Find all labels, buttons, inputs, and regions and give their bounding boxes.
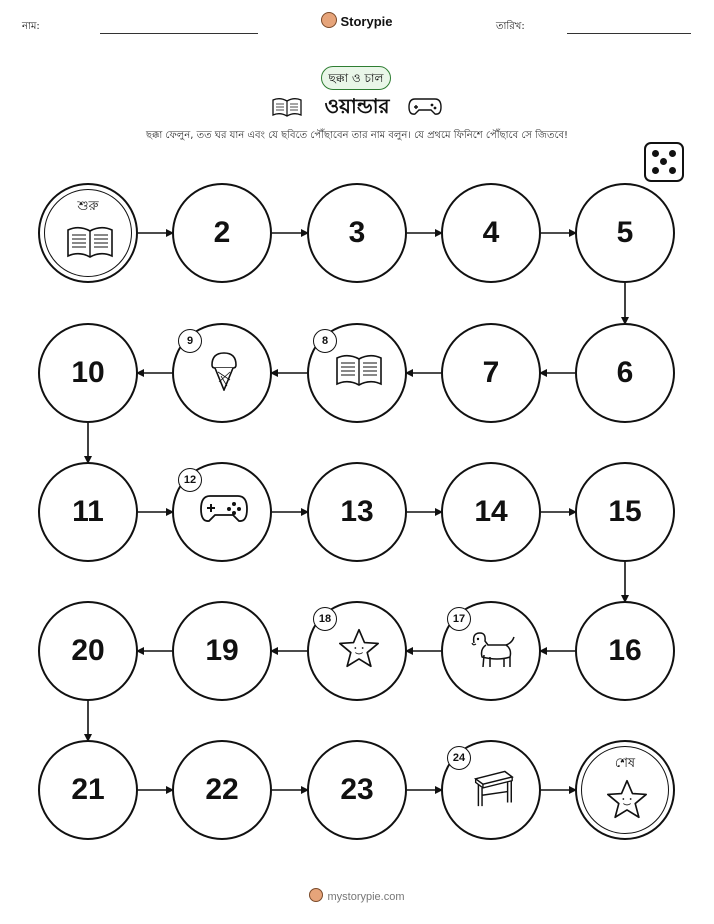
space-number: 23 (340, 773, 374, 806)
board-space (172, 601, 272, 701)
space-number: 5 (616, 216, 634, 249)
star-icon (602, 778, 652, 820)
book-icon (65, 221, 115, 263)
name-label: নাম: (22, 21, 40, 32)
space-number: 13 (340, 495, 374, 528)
book-icon (334, 349, 384, 391)
space-number: 10 (71, 356, 105, 389)
page-title: ওয়ান্ডার (324, 94, 390, 118)
board-space (38, 601, 138, 701)
space-number-badge: 8 (313, 329, 337, 353)
board-space (441, 462, 541, 562)
space-number: 19 (205, 634, 239, 667)
board-space (575, 462, 675, 562)
bear-logo-icon (309, 888, 323, 902)
board-space (38, 323, 138, 423)
board-space (575, 601, 675, 701)
instructions-text: ছক্কা ফেলুন, তত ঘর যান এবং যে ছবিতে পৌঁছাবেন তার নাম বলুন। যে প্রথমে ফিনিশে পৌঁছাবে সে জিতবে! (145, 130, 569, 141)
space-number: 2 (213, 216, 231, 249)
board-space (441, 183, 541, 283)
board-space (441, 323, 541, 423)
space-number: 22 (205, 773, 239, 806)
brand-name: Storypie (340, 14, 393, 29)
board-space (307, 462, 407, 562)
space-number: 20 (71, 634, 105, 667)
space-number: 15 (608, 495, 642, 528)
space-number-badge: 9 (178, 329, 202, 353)
footer (0, 888, 714, 903)
ice-cream-icon (199, 349, 249, 391)
space-number: 21 (71, 773, 105, 806)
game-badge: ছক্কা ও চাল (321, 66, 391, 90)
star-icon (334, 627, 384, 669)
space-number: 11 (72, 495, 104, 528)
space-number: 16 (608, 634, 642, 667)
space-number: 4 (482, 216, 500, 249)
gamepad-icon (199, 488, 249, 530)
board-space (172, 740, 272, 840)
board-space (575, 183, 675, 283)
footer-url: mystorypie.com (327, 891, 405, 903)
start-label: শুরু (77, 199, 99, 214)
space-number: 7 (482, 356, 500, 389)
board-space (307, 740, 407, 840)
board-space (307, 183, 407, 283)
space-number-badge: 12 (178, 468, 202, 492)
board-space (38, 740, 138, 840)
board-space (172, 183, 272, 283)
finish-label: শেষ (614, 756, 636, 771)
space-number-badge: 24 (447, 746, 471, 770)
start-space (38, 183, 138, 283)
space-number: 3 (348, 216, 366, 249)
board-space (38, 462, 138, 562)
space-number: 14 (474, 495, 508, 528)
space-number-badge: 17 (447, 607, 471, 631)
dog-icon (468, 627, 518, 669)
desk-icon (468, 766, 518, 808)
space-number-badge: 18 (313, 607, 337, 631)
date-label: তারিখ: (496, 21, 525, 32)
finish-space (575, 740, 675, 840)
board-space (575, 323, 675, 423)
space-number: 6 (616, 356, 634, 389)
